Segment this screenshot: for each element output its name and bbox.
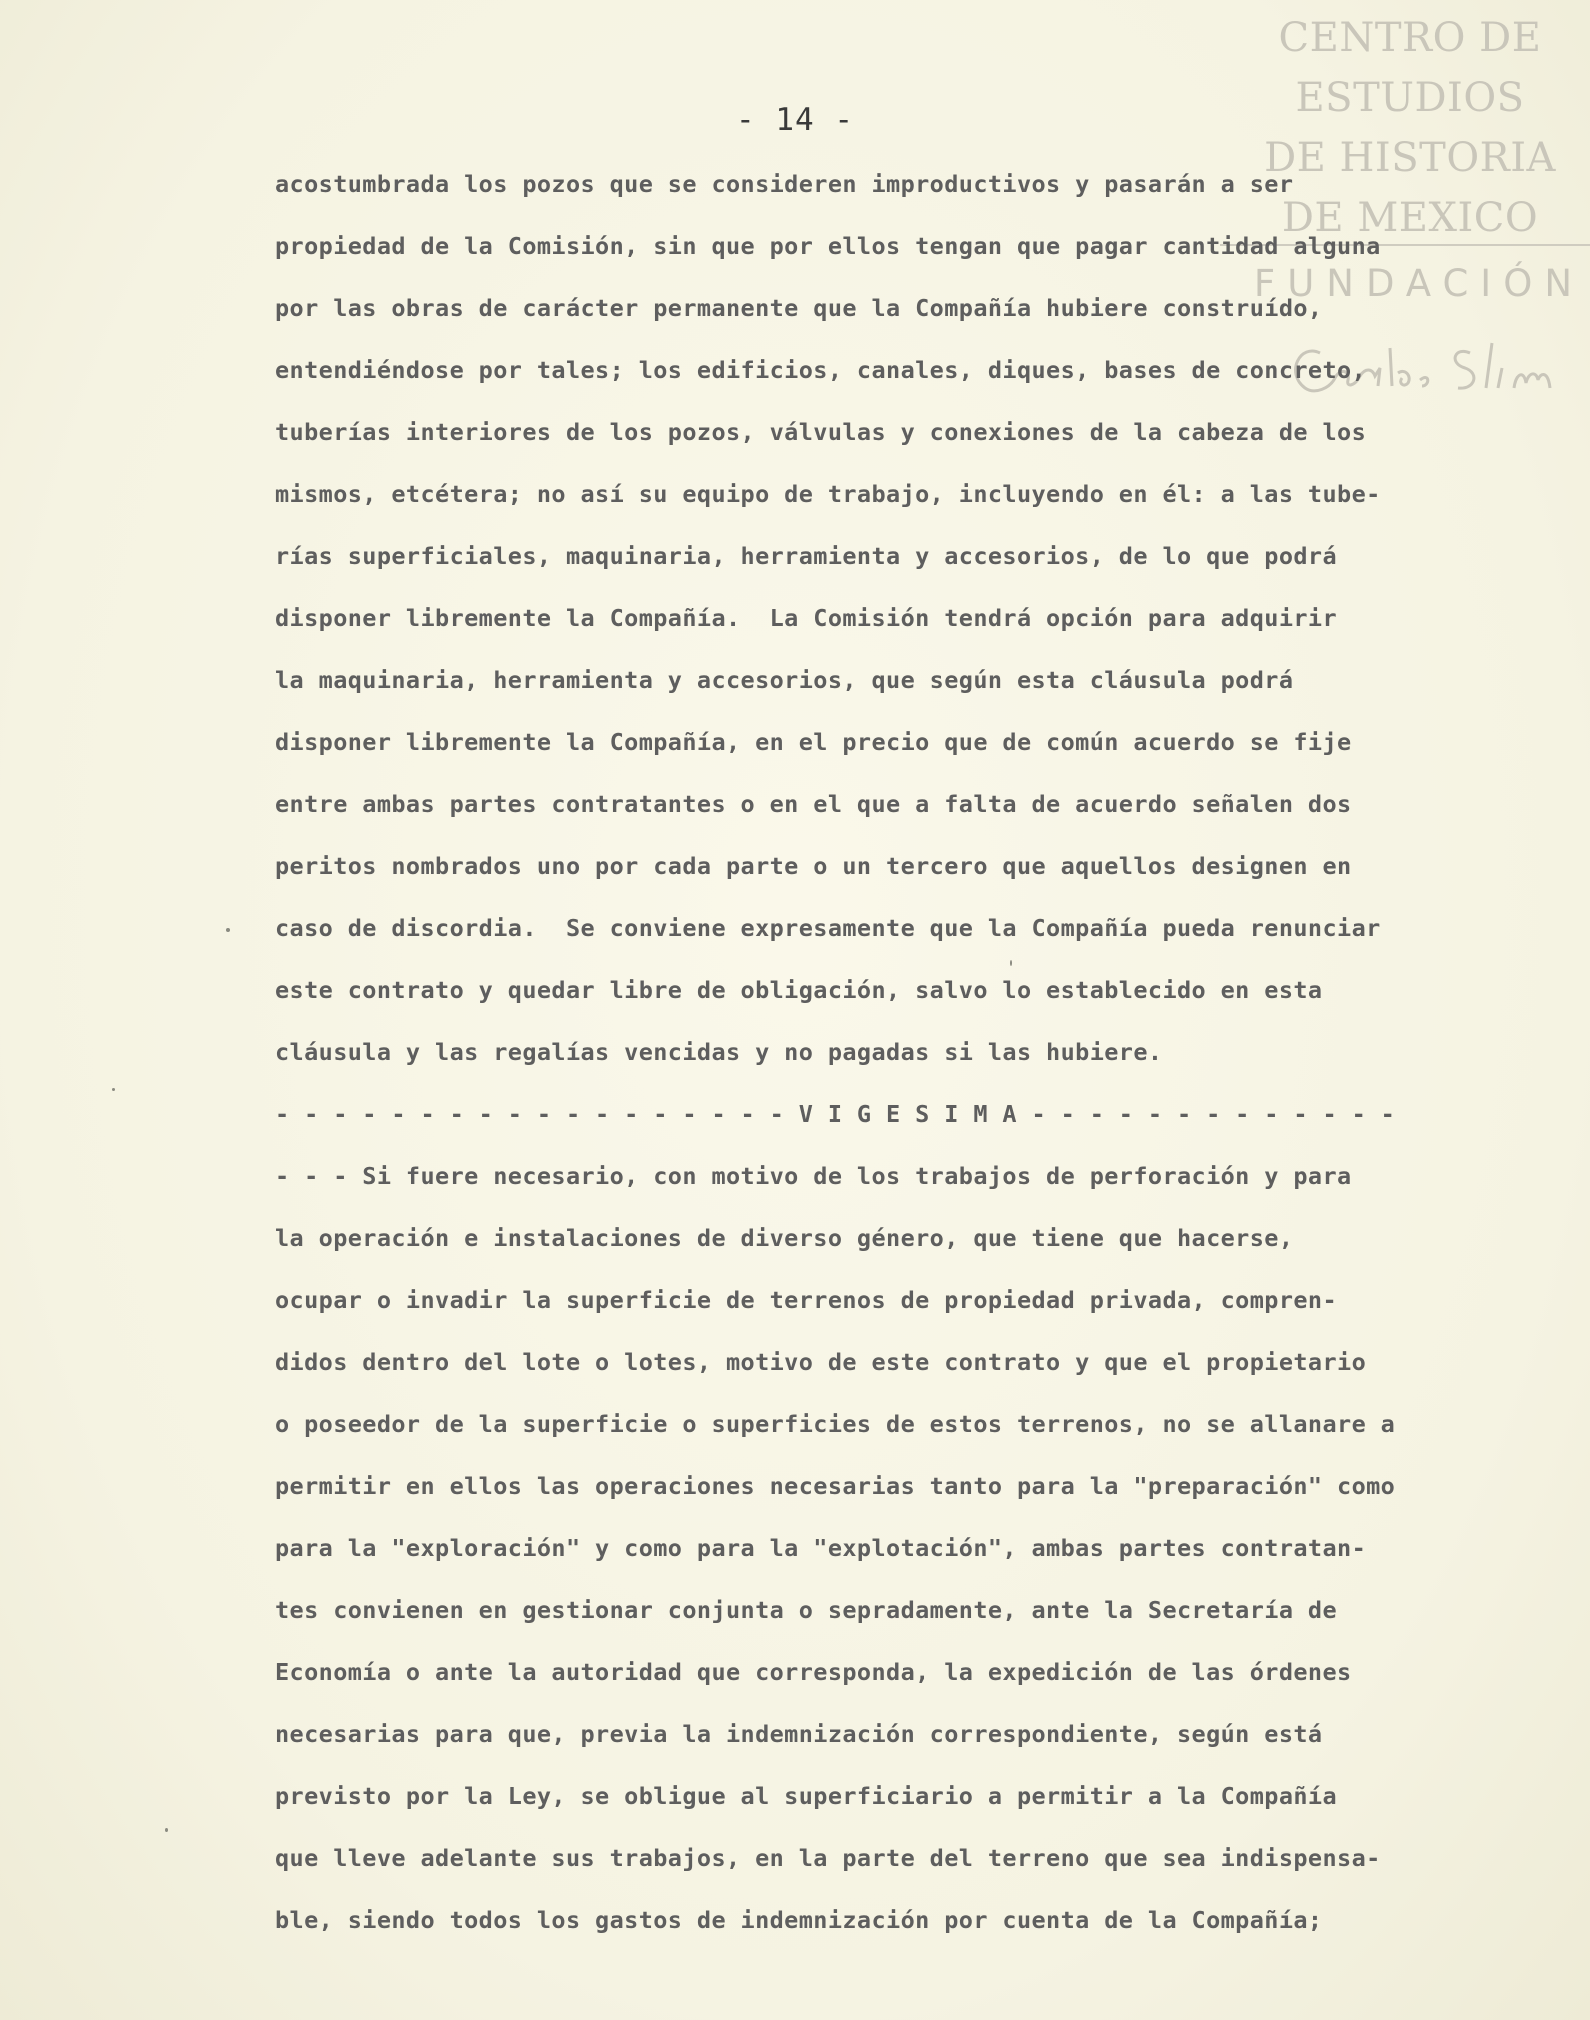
watermark-foundation: FUNDACIÓN [1253,262,1584,305]
text-line: rías superficiales, maquinaria, herramienta y accesorios, de lo que podrá [275,542,1338,570]
paper-speck [165,1828,168,1832]
watermark-line: ESTUDIOS [1295,75,1525,121]
text-line: cláusula y las regalías vencidas y no pagadas si las hubiere. [275,1038,1163,1066]
text-line: tes convienen en gestionar conjunta o sepradamente, ante la Secretaría de [275,1596,1338,1624]
text-line: ocupar o invadir la superficie de terrenos de propiedad privada, compren- [275,1286,1338,1314]
text-line: acostumbrada los pozos que se consideren improductivos y pasarán a ser [275,170,1294,198]
text-line: - - - Si fuere necesario, con motivo de los trabajos de perforación y para [275,1162,1352,1190]
text-line: ble, siendo todos los gastos de indemnización por cuenta de la Compañía; [275,1906,1323,1934]
text-line: disponer libremente la Compañía. La Comisión tendrá opción para adquirir [275,604,1338,632]
text-line: previsto por la Ley, se obligue al superficiario a permitir a la Compañía [275,1782,1338,1810]
text-line: caso de discordia. Se conviene expresamente que la Compañía pueda renunciar [275,914,1381,942]
page-number: - 14 - [736,102,854,138]
text-line: Economía o ante la autoridad que corresponda, la expedición de las órdenes [275,1658,1352,1686]
text-line: para la "exploración" y como para la "explotación", ambas partes contratan- [275,1534,1367,1562]
text-line: mismos, etcétera; no así su equipo de trabajo, incluyendo en él: a las tube- [275,480,1381,508]
text-line: este contrato y quedar libre de obligación, salvo lo establecido en esta [275,976,1323,1004]
text-line: tuberías interiores de los pozos, válvulas y conexiones de la cabeza de los [275,418,1367,446]
text-line: la maquinaria, herramienta y accesorios, que según esta cláusula podrá [275,666,1294,694]
paper-speck [226,928,230,932]
text-line: didos dentro del lote o lotes, motivo de este contrato y que el propietario [275,1348,1367,1376]
text-line: disponer libremente la Compañía, en el precio que de común acuerdo se fije [275,728,1352,756]
section-heading: - - - - - - - - - - - - - - - - - - V I G E S I M A - - - - - - - - - - - - - [275,1100,1396,1128]
watermark-line: DE MEXICO [1281,195,1539,241]
text-line: necesarias para que, previa la indemnización correspondiente, según está [275,1720,1323,1748]
text-line: permitir en ellos las operaciones necesarias tanto para la "preparación" como [275,1472,1396,1500]
text-line: que lleve adelante sus trabajos, en la parte del terreno que sea indispensa- [275,1844,1381,1872]
paper-speck [1010,960,1012,966]
text-line: entendiéndose por tales; los edificios, canales, diques, bases de concreto, [275,356,1367,384]
text-line: o poseedor de la superficie o superficies de estos terrenos, no se allanare a [275,1410,1396,1438]
text-line: propiedad de la Comisión, sin que por ellos tengan que pagar cantidad alguna [275,232,1381,260]
text-line: por las obras de carácter permanente que la Compañía hubiere construído, [275,294,1323,322]
watermark-line: DE HISTORIA [1264,135,1556,181]
text-line: entre ambas partes contratantes o en el que a falta de acuerdo señalen dos [275,790,1352,818]
paper-speck [112,1088,115,1091]
text-line: peritos nombrados uno por cada parte o un tercero que aquellos designen en [275,852,1352,880]
watermark-line: CENTRO DE [1278,15,1542,61]
text-line: la operación e instalaciones de diverso género, que tiene que hacerse, [275,1224,1294,1252]
archive-watermark [1230,8,1590,248]
